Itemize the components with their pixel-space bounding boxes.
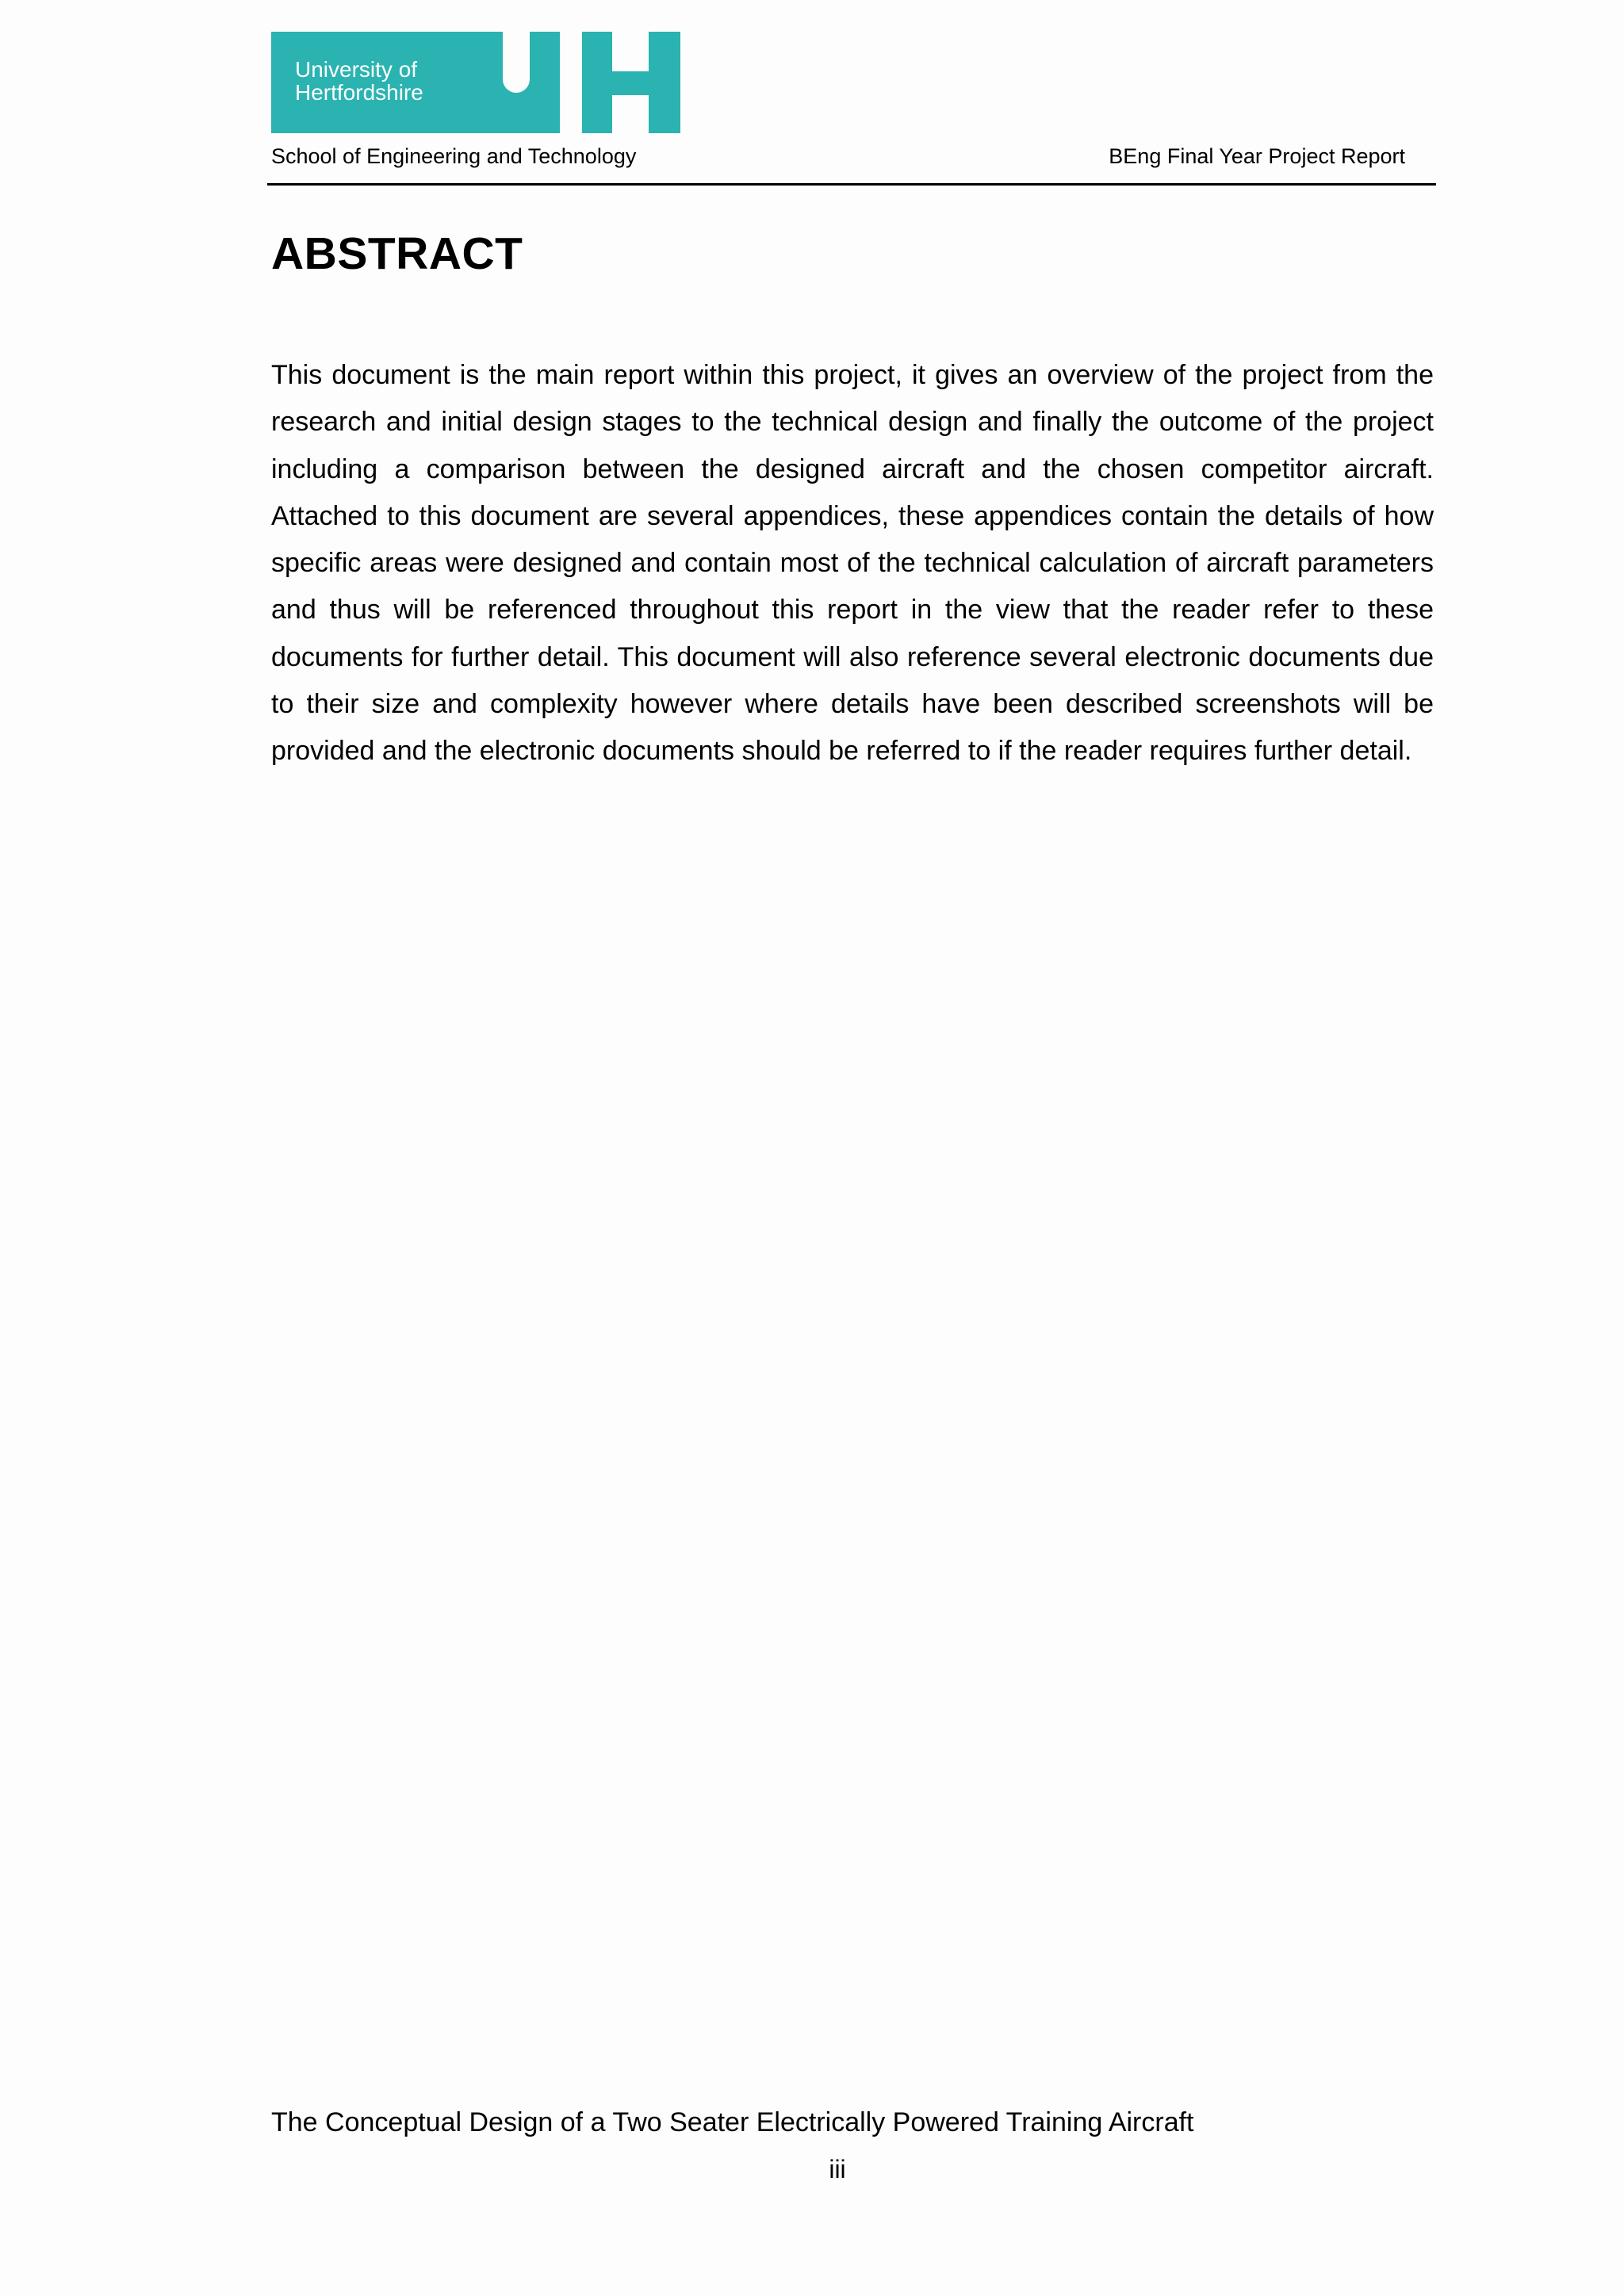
university-logo	[271, 32, 680, 133]
header-report-type: BEng Final Year Project Report	[1109, 144, 1405, 168]
section-title: ABSTRACT	[271, 228, 523, 279]
footer-document-title: The Conceptual Design of a Two Seater Electrically Powered Training Aircraft	[271, 2107, 1194, 2137]
abstract-paragraph: This document is the main report within this project, it gives an overview of the project from the research and initial design stages to the technical design and finally the outcome of the project including a comparison between the designed aircraft and the chosen competitor aircraft. Attached to this document are several appendices, these appendices contain the details of how specific areas were designed and contain most of the technical calculation of aircraft parameters and thus will be referenced throughout this report in the view that the reader refer to these documents for further detail. This document will also reference several electronic documents due to their size and complexity however where details have been described screenshots will be provided and the electronic documents should be referred to if the reader requires further detail.	[271, 360, 1434, 767]
logo-h-shape	[582, 32, 680, 133]
header-divider	[267, 183, 1436, 186]
header-school-name: School of Engineering and Technology	[271, 144, 637, 168]
logo-text-line2: Hertfordshire	[295, 80, 423, 105]
logo-text-line1: University of	[295, 57, 418, 82]
page-number: iii	[829, 2155, 846, 2183]
